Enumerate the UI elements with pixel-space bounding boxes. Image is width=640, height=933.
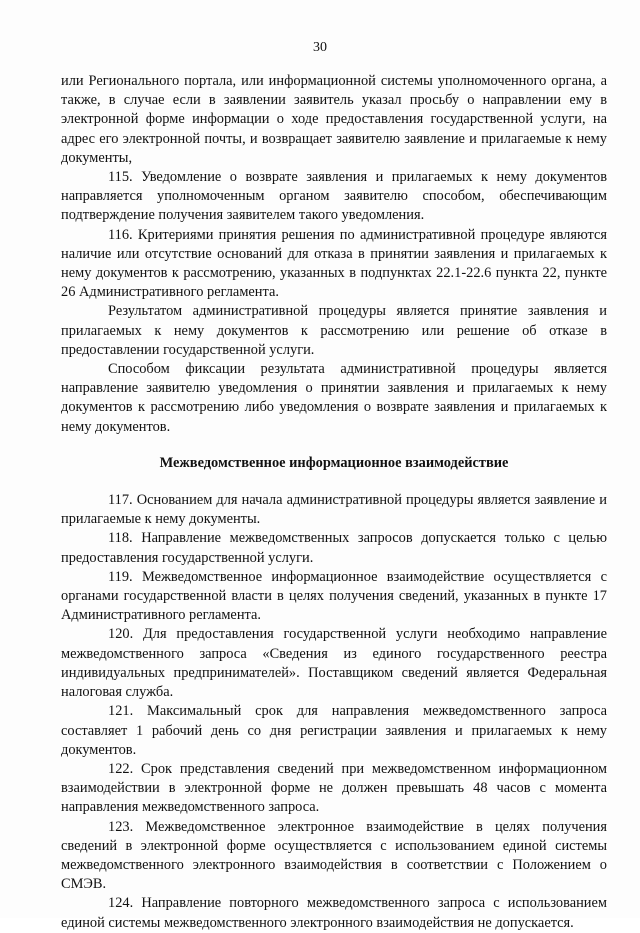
paragraph-result: Результатом административной процедуры является принятие заявления и прилагаемых к нему документов к рассмотрению или решение об отказе в предоставлении государственной услуги. — [61, 303, 607, 358]
paragraph-121: 121. Максимальный срок для направления межведомственного запроса составляет 1 рабочий день со дня регистрации заявления и прилагаемых к нему документов. — [61, 703, 607, 758]
document-body — [61, 72, 607, 933]
paragraph-continuation: или Регионального портала, или информационной системы уполномоченного органа, а также, в случае если в заявлении заявитель указал просьбу о направлении ему в электронной форме информации о ходе предоставления государственной услуги, на адрес его электронной почты, и возвращает заявителю заявление и прилагаемые к нему документы, — [61, 73, 607, 166]
paragraph-fixation: Способом фиксации результата административной процедуры является направление заявителю уведомления о принятии заявления и прилагаемых к нему документов к рассмотрению либо уведомления о возврате заявления и прилагаемых к нему документов. — [61, 361, 607, 435]
paragraph-117: 117. Основанием для начала административной процедуры является заявление и прилагаемые к нему документы. — [61, 492, 607, 528]
paragraph-123: 123. Межведомственное электронное взаимодействие в целях получения сведений в электронной форме осуществляется с использованием единой системы межведомственного электронного взаимодействия в соответствии с Положением о СМЭВ. — [61, 818, 607, 893]
paragraph-115: 115. Уведомление о возврате заявления и прилагаемых к нему документов направляется уполномоченным органом заявителю способом, обеспечивающим подтверждение получения заявителем такого уведомления. — [61, 169, 607, 224]
paragraph-116: 116. Критериями принятия решения по административной процедуре являются наличие или отсутствие оснований для отказа в принятии заявления и прилагаемых к нему документов к рассмотрению, указанных в подпунктах 22.1-22.6 пункта 22, пункте 26 Административного регламента. — [61, 226, 607, 301]
paragraph-118: 118. Направление межведомственных запросов допускается только с целью предоставления государственной услуги. — [61, 530, 607, 566]
paragraph-119: 119. Межведомственное информационное взаимодействие осуществляется с органами государственной власти в целях получения сведений, указанных в пункте 17 Административного регламента. — [61, 568, 607, 624]
paragraph-124: 124. Направление повторного межведомственного запроса с использованием единой системы межведомственного электронного взаимодействия не допускается. — [61, 895, 607, 931]
page-number: 30 — [313, 40, 327, 55]
section-heading: Межведомственное информационное взаимодействие — [159, 454, 509, 471]
paragraph-120: 120. Для предоставления государственной услуги необходимо направление межведомственного запроса «Сведения из единого государственного реестра индивидуальных предпринимателей». Поставщиком сведений является Федеральная налоговая служба. — [61, 626, 607, 701]
paragraph-122: 122. Срок представления сведений при межведомственном информационном взаимодействии в электронной форме не должен превышать 48 часов с момента направления межведомственного запроса. — [61, 760, 607, 816]
